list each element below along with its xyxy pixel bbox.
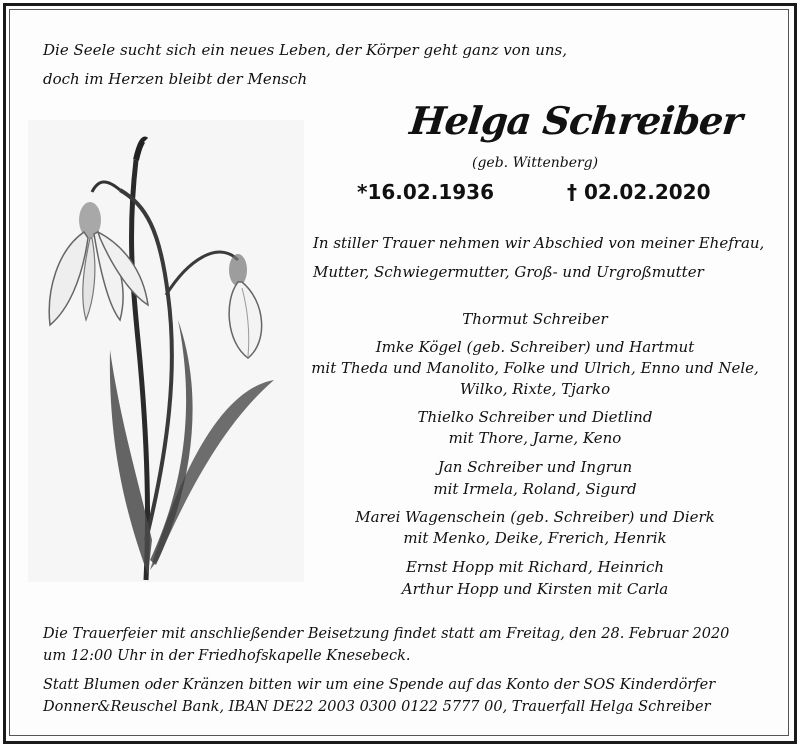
- family-line: Ernst Hopp mit Richard, Heinrich: [405, 558, 665, 576]
- intro-line-1: In stiller Trauer nehmen wir Abschied von meiner Ehefrau,: [313, 234, 765, 252]
- family-line: Thielko Schreiber und Dietlind: [417, 408, 653, 426]
- snowdrop-illustration: [28, 120, 304, 582]
- family-line: Thormut Schreiber: [462, 310, 608, 328]
- footer-line-1: Die Trauerfeier mit anschließender Beisetzung findet statt am Freitag, den 28. Februar 2020: [43, 626, 730, 642]
- birth-date: *16.02.1936: [357, 180, 494, 204]
- death-date: † 02.02.2020: [567, 180, 711, 204]
- footer-line-4: Donner&Reuschel Bank, IBAN DE22 2003 0300 0122 5777 00, Trauerfall Helga Schreiber: [43, 699, 711, 715]
- family-line: mit Menko, Deike, Frerich, Henrik: [403, 529, 667, 547]
- family-line: Imke Kögel (geb. Schreiber) und Hartmut: [375, 338, 695, 356]
- footer-line-3: Statt Blumen oder Kränzen bitten wir um eine Spende auf das Konto der SOS Kinderdörfer: [43, 677, 716, 693]
- motto-line-2: doch im Herzen bleibt der Mensch: [43, 70, 308, 88]
- family-line: mit Thore, Jarne, Keno: [448, 429, 622, 447]
- motto-line-1: Die Seele sucht sich ein neues Leben, der Körper geht ganz von uns,: [43, 41, 568, 59]
- maiden-name: (geb. Wittenberg): [472, 155, 599, 171]
- family-line: Wilko, Rixte, Tjarko: [459, 380, 611, 398]
- snowdrop-icon: [28, 120, 304, 582]
- family-line: Marei Wagenschein (geb. Schreiber) und Dierk: [355, 508, 715, 526]
- family-line: mit Theda und Manolito, Folke und Ulrich, Enno und Nele,: [311, 359, 759, 377]
- family-line: mit Irmela, Roland, Sigurd: [433, 480, 637, 498]
- footer-line-2: um 12:00 Uhr in der Friedhofskapelle Knesebeck.: [43, 648, 411, 664]
- family-line: Jan Schreiber und Ingrun: [437, 458, 633, 476]
- intro-line-2: Mutter, Schwiegermutter, Groß- und Urgroßmutter: [313, 263, 704, 281]
- family-line: Arthur Hopp und Kirsten mit Carla: [401, 580, 669, 598]
- deceased-name: Helga Schreiber: [407, 98, 744, 143]
